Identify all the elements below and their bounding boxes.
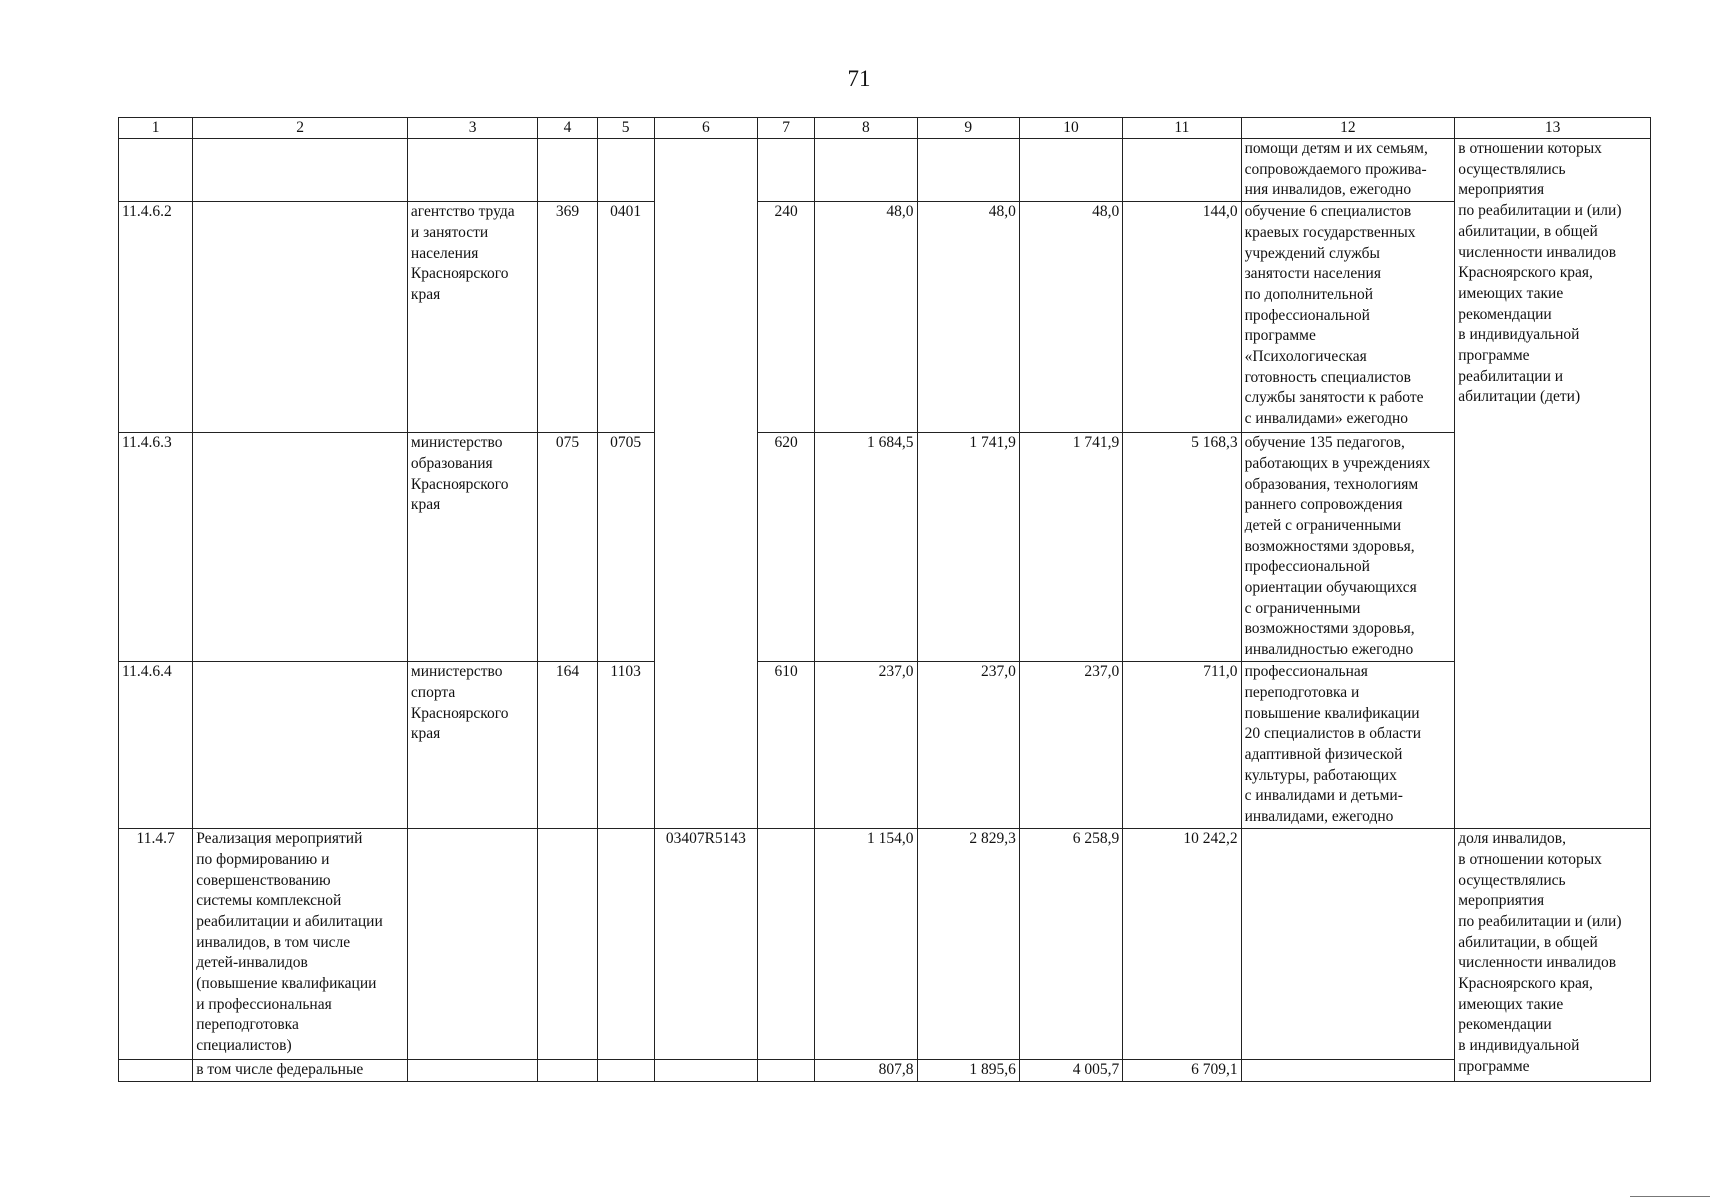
column-header: 1	[119, 118, 193, 139]
amount-year1: 807,8	[815, 1060, 917, 1082]
table-row-continuation	[119, 139, 1651, 202]
amount-total: 6 709,1	[1123, 1060, 1241, 1082]
code-rzpr: 1103	[597, 662, 654, 829]
amount-year2: 1 741,9	[917, 433, 1019, 662]
responsible-org: министерство образования Красноярского края	[407, 433, 537, 662]
column-header: 12	[1241, 118, 1455, 139]
col6-merged-cell	[654, 139, 757, 829]
code-csr: 03407R5143	[654, 829, 757, 1060]
column-header: 7	[758, 118, 815, 139]
result-text: обучение 6 специалистов краевых государственных учреждений службы занятости населения по дополнительной профессиональной программе «Психологическая готовность специалистов службы занятости к работе с инвалидами» ежегодно	[1241, 202, 1455, 433]
amount-year3: 4 005,7	[1019, 1060, 1122, 1082]
amount-total: 5 168,3	[1123, 433, 1241, 662]
amount-year1: 1 684,5	[815, 433, 917, 662]
amount-year2: 2 829,3	[917, 829, 1019, 1060]
amount-year2: 1 895,6	[917, 1060, 1019, 1082]
table-row	[119, 433, 1651, 662]
column-header: 9	[917, 118, 1019, 139]
code-grbs: 164	[538, 662, 597, 829]
amount-year1: 237,0	[815, 662, 917, 829]
column-header: 5	[597, 118, 654, 139]
result-text: обучение 135 педагогов, работающих в учреждениях образования, технологиям раннего сопровождения детей с ограниченными возможностями здоровья, профессиональной ориентации обучающихся с ограниченными возможностями здоровья, инвалидностью ежегодно	[1241, 433, 1455, 662]
code-vr: 610	[758, 662, 815, 829]
code-vr: 620	[758, 433, 815, 662]
amount-year2: 237,0	[917, 662, 1019, 829]
indicator-text: в отношении которых осуществлялись мероприятия по реабилитации и (или) абилитации, в общей численности инвалидов Красноярского края, имеющих такие рекомендации в индивидуальной программе реабилитации и абилитации (дети)	[1455, 139, 1651, 829]
amount-total: 144,0	[1123, 202, 1241, 433]
column-header: 11	[1123, 118, 1241, 139]
table-row	[119, 202, 1651, 433]
amount-year3: 48,0	[1019, 202, 1122, 433]
federal-label: в том числе федеральные	[193, 1060, 408, 1082]
responsible-org: агентство труда и занятости населения Красноярского края	[407, 202, 537, 433]
code-grbs: 369	[538, 202, 597, 433]
code-rzpr: 0705	[597, 433, 654, 662]
amount-year2: 48,0	[917, 202, 1019, 433]
activity-title: Реализация мероприятий по формированию и совершенствованию системы комплексной реабилитации и абилитации инвалидов, в том числе детей-инвалидов (повышение квалификации и профессиональная переподготовка специалистов)	[193, 829, 408, 1060]
row-id: 11.4.6.3	[119, 433, 193, 662]
amount-total: 711,0	[1123, 662, 1241, 829]
code-grbs: 075	[538, 433, 597, 662]
result-text: помощи детям и их семьям, сопровождаемого прожива- ния инвалидов, ежегодно	[1241, 139, 1455, 202]
column-header: 3	[407, 118, 537, 139]
responsible-org: министерство спорта Красноярского края	[407, 662, 537, 829]
page-edge-line	[1630, 1196, 1710, 1197]
amount-year3: 6 258,9	[1019, 829, 1122, 1060]
code-rzpr: 0401	[597, 202, 654, 433]
column-header-row	[119, 118, 1651, 139]
row-id: 11.4.7	[119, 829, 193, 1060]
page-number: 71	[847, 66, 871, 91]
result-text: профессиональная переподготовка и повышение квалификации 20 специалистов в области адаптивной физической культуры, работающих с инвалидами и детьми- инвалидами, ежегодно	[1241, 662, 1455, 829]
amount-year3: 1 741,9	[1019, 433, 1122, 662]
amount-year1: 1 154,0	[815, 829, 917, 1060]
column-header: 2	[193, 118, 408, 139]
code-vr: 240	[758, 202, 815, 433]
column-header: 10	[1019, 118, 1122, 139]
indicator-text: доля инвалидов, в отношении которых осуществлялись мероприятия по реабилитации и (или) абилитации, в общей численности инвалидов Красноярского края, имеющих такие рекомендации в индивидуальной программе	[1455, 829, 1651, 1082]
budget-table	[118, 117, 1651, 1082]
table-row	[119, 662, 1651, 829]
column-header: 13	[1455, 118, 1651, 139]
amount-year3: 237,0	[1019, 662, 1122, 829]
column-header: 8	[815, 118, 917, 139]
column-header: 6	[654, 118, 757, 139]
table-row	[119, 829, 1651, 1060]
amount-total: 10 242,2	[1123, 829, 1241, 1060]
amount-year1: 48,0	[815, 202, 917, 433]
row-id: 11.4.6.4	[119, 662, 193, 829]
table-row-federal	[119, 1060, 1651, 1082]
column-header: 4	[538, 118, 597, 139]
row-id: 11.4.6.2	[119, 202, 193, 433]
